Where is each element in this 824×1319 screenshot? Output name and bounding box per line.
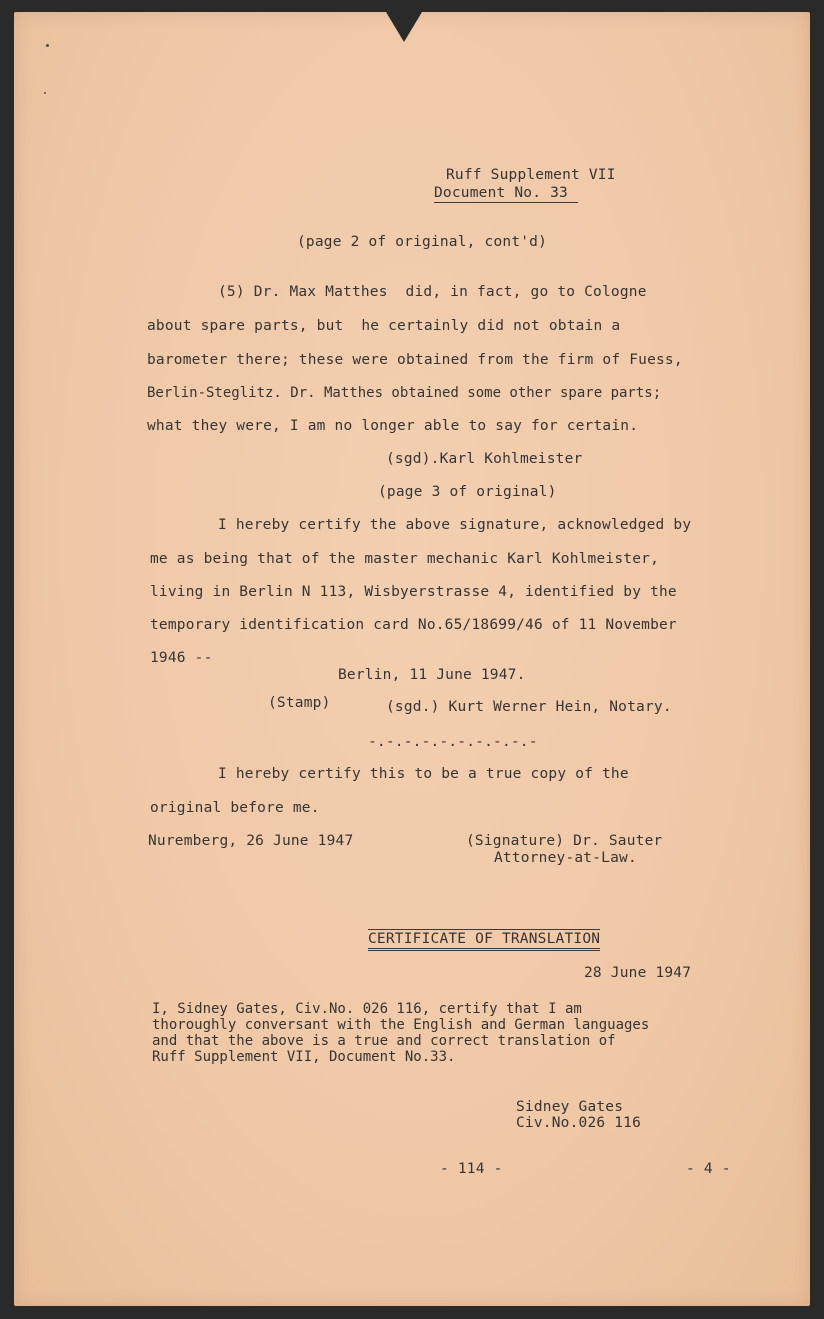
page-number-main: - 114 - xyxy=(440,1161,503,1177)
paragraph-1-line: what they were, I am no longer able to say for certain. xyxy=(147,418,639,434)
sauter-title: Attorney-at-Law. xyxy=(494,850,637,866)
page-continuation-note: (page 2 of original, cont'd) xyxy=(297,234,548,250)
place-date-nuremberg: Nuremberg, 26 June 1947 xyxy=(148,833,354,849)
document-page xyxy=(14,12,810,1306)
stamp-label: (Stamp) xyxy=(268,695,331,711)
certificate-date: 28 June 1947 xyxy=(584,965,692,981)
header-document-number: Document No. 33 xyxy=(434,185,578,203)
paragraph-3-line: original before me. xyxy=(150,800,320,816)
page-3-note: (page 3 of original) xyxy=(378,484,557,500)
page-number-sub: - 4 - xyxy=(686,1161,731,1177)
certificate-body-line: and that the above is a true and correct translation of xyxy=(152,1033,616,1049)
paragraph-2-line: I hereby certify the above signature, acknowledged by xyxy=(218,517,692,533)
paragraph-2-line: living in Berlin N 113, Wisbyerstrasse 4, identified by the xyxy=(150,584,677,600)
translator-id: Civ.No.026 116 xyxy=(516,1115,642,1131)
certificate-body-line: Ruff Supplement VII, Document No.33. xyxy=(152,1049,456,1065)
paper-speck xyxy=(44,92,46,94)
translator-name: Sidney Gates xyxy=(516,1099,624,1115)
paragraph-1-line: Berlin-Steglitz. Dr. Matthes obtained some other spare parts; xyxy=(147,385,662,401)
paragraph-1-line: about spare parts, but he certainly did not obtain a xyxy=(147,318,621,334)
certificate-body-line: I, Sidney Gates, Civ.No. 026 116, certify that I am xyxy=(152,1001,582,1017)
paper-tear xyxy=(386,12,422,42)
paragraph-1-line: (5) Dr. Max Matthes did, in fact, go to Cologne xyxy=(218,284,647,300)
certificate-title: CERTIFICATE OF TRANSLATION xyxy=(368,929,600,951)
paragraph-3-line: I hereby certify this to be a true copy of the xyxy=(218,766,629,782)
header-supplement: Ruff Supplement VII xyxy=(446,167,616,183)
sauter-signature: (Signature) Dr. Sauter xyxy=(466,833,663,849)
paper-speck xyxy=(46,44,49,47)
paragraph-2-line: me as being that of the master mechanic Karl Kohlmeister, xyxy=(150,551,659,567)
certificate-body-line: thoroughly conversant with the English and German languages xyxy=(152,1017,650,1033)
notary-signature: (sgd.) Kurt Werner Hein, Notary. xyxy=(386,699,672,715)
paragraph-1-line: barometer there; these were obtained from the firm of Fuess, xyxy=(147,352,683,368)
signature-kohlmeister: (sgd).Karl Kohlmeister xyxy=(386,451,583,467)
paragraph-2-line: temporary identification card No.65/18699/46 of 11 November xyxy=(150,617,677,633)
paragraph-2-line: 1946 -- xyxy=(150,650,213,666)
place-date-berlin: Berlin, 11 June 1947. xyxy=(338,667,526,683)
separator-line: -.-.-.-.-.-.-.-.-.- xyxy=(368,734,538,750)
